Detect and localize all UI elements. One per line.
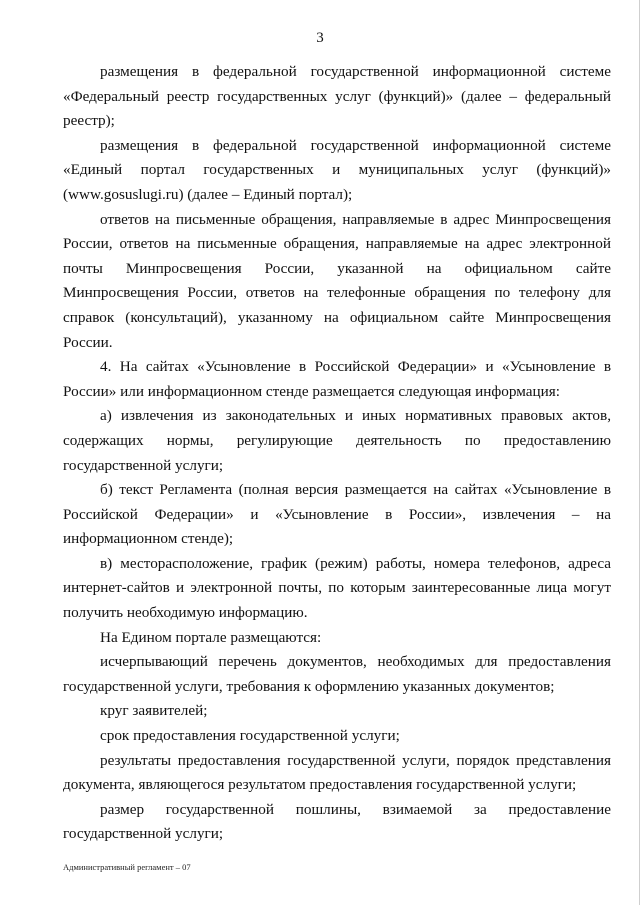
paragraph-portal-heading: На Едином портале размещаются: xyxy=(100,628,322,646)
paragraph-federal-registry: размещения в федеральной государственной информационной системе «Федеральный реестр государственных услуг (функций)» (далее – федеральный реестр); xyxy=(63,63,611,130)
paragraph-item-v: в) месторасположение, график (режим) работы, номера телефонов, адреса интернет-сайтов и электронной почты, по которым заинтересованные лица могут получить необходимую информацию. xyxy=(63,554,611,622)
paragraph-service-term: срок предоставления государственной услуги; xyxy=(100,727,400,745)
paragraph-item-a: а) извлечения из законодательных и иных нормативных правовых актов, содержащих нормы, регулирующие деятельность по предоставлению государственной услуги; xyxy=(63,407,611,474)
page-footer: Административный регламент – 07 xyxy=(63,862,191,872)
paragraph-service-results: результаты предоставления государственной услуги, порядок представления документа, являющегося результатом предоставления государственной услуги; xyxy=(63,751,611,794)
paragraph-item-4: 4. На сайтах «Усыновление в Российской Федерации» и «Усыновление в России» или информационном стенде размещается следующая информация: xyxy=(63,358,611,400)
page-number: 3 xyxy=(316,30,324,46)
paragraph-written-requests: ответов на письменные обращения, направляемые в адрес Минпросвещения России, ответов на письменные обращения, направляемые на адрес электронной почты Минпросвещения России, указанной на официальном сайте Минпросвещения России, ответов на телефонные обращения по телефону для справок (консультаций), указанному на официальном сайте Минпросвещения России. xyxy=(63,210,611,351)
paragraph-state-fee: размер государственной пошлины, взимаемой за предоставление государственной услуги; xyxy=(63,800,611,843)
paragraph-applicants: круг заявителей; xyxy=(100,702,208,720)
paragraph-item-b: б) текст Регламента (полная версия размещается на сайтах «Усыновление в Российской Федерации» и «Усыновление в России», извлечения – на информационном стенде); xyxy=(63,481,611,548)
paragraph-unified-portal: размещения в федеральной государственной информационной системе «Единый портал государственных и муниципальных услуг (функций)» (www.gosuslugi.ru) (далее – Единый портал); xyxy=(63,136,611,203)
paragraph-documents-list: исчерпывающий перечень документов, необходимых для предоставления государственной услуги, требования к оформлению указанных документов; xyxy=(63,653,611,695)
document-body xyxy=(63,60,611,847)
